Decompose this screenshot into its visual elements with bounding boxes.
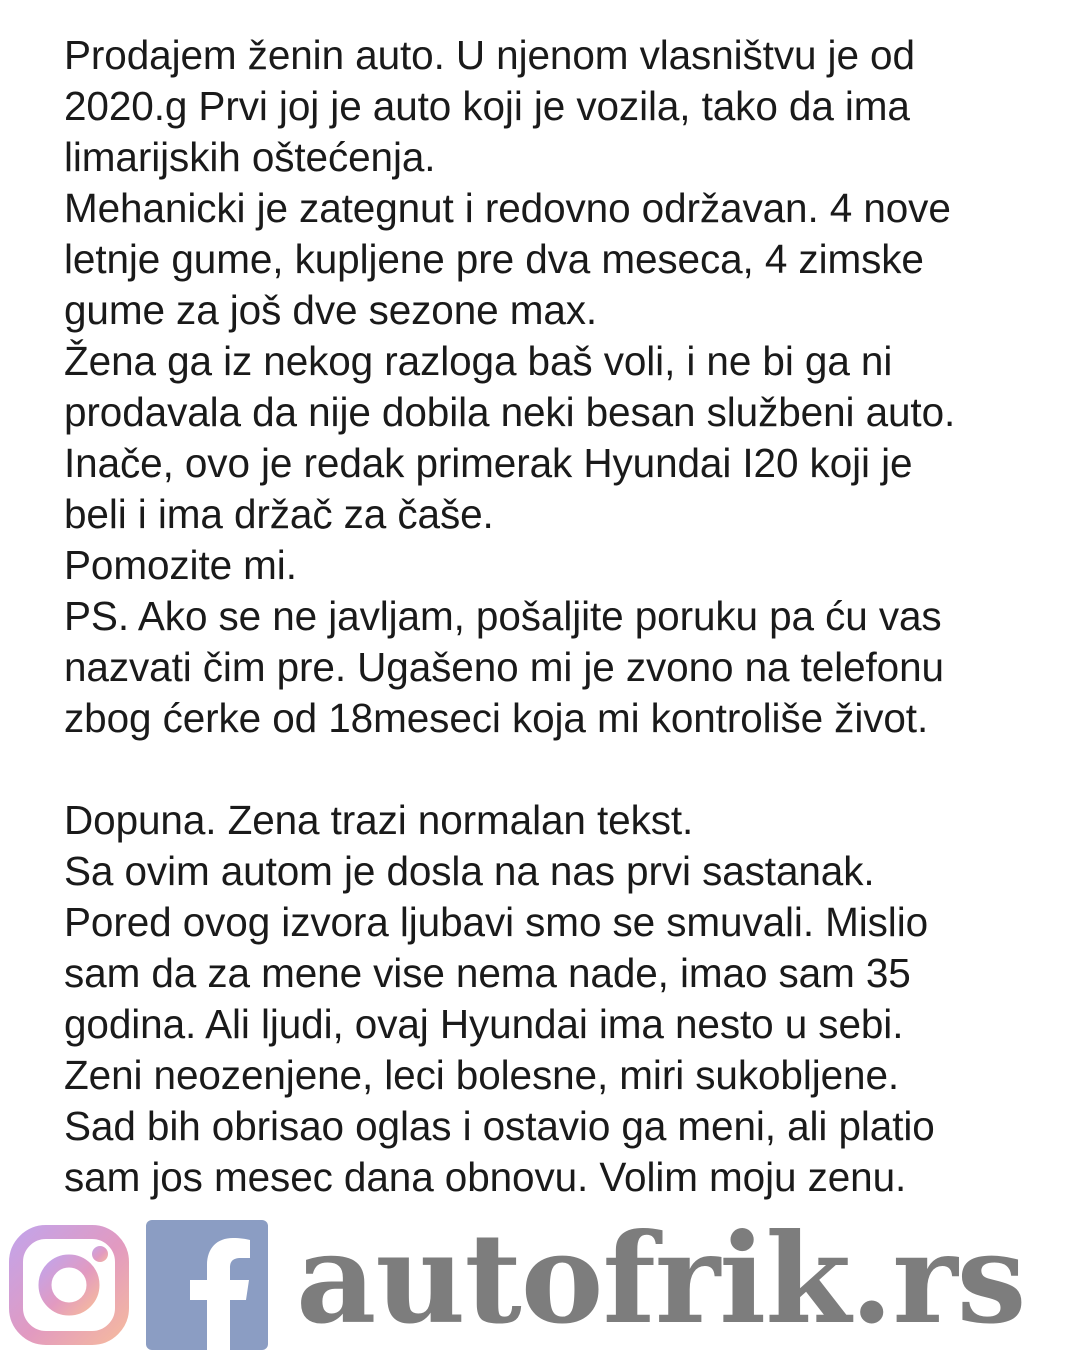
post-line: godina. Ali ljudi, ovaj Hyundai ima nesto u sebi. (64, 1001, 904, 1047)
post-line: Sad bih obrisao oglas i ostavio ga meni, ali platio (64, 1103, 935, 1149)
post-line: Mehanicki je zategnut i redovno održavan. 4 nove (64, 185, 951, 231)
post-line: letnje gume, kupljene pre dva meseca, 4 zimske (64, 236, 924, 282)
post-line: Pored ovog izvora ljubavi smo se smuvali. Mislio (64, 899, 929, 945)
post-line: nazvati čim pre. Ugašeno mi je zvono na telefonu (64, 644, 944, 690)
post-line: Inače, ovo je redak primerak Hyundai I20 koji je (64, 440, 913, 486)
post-line: Žena ga iz nekog razloga baš voli, i ne bi ga ni (64, 338, 893, 384)
post-line: beli i ima držač za čaše. (64, 491, 494, 537)
post-line: Prodajem ženin auto. U njenom vlasništvu je od (64, 32, 915, 78)
post-line: zbog ćerke od 18meseci koja mi kontroliše život. (64, 695, 929, 741)
post-line: Pomozite mi. (64, 542, 297, 588)
post-line: 2020.g Prvi joj je auto koji je vozila, tako da ima (64, 83, 910, 129)
post-line: sam jos mesec dana obnovu. Volim moju zenu. (64, 1154, 907, 1200)
post-line: limarijskih oštećenja. (64, 134, 436, 180)
post-line: gume za još dve sezone max. (64, 287, 598, 333)
instagram-icon (8, 1224, 130, 1346)
post-line: prodavala da nije dobila neki besan službeni auto. (64, 389, 956, 435)
post-text (64, 30, 1054, 1203)
post-line: PS. Ako se ne javljam, pošaljite poruku pa ću vas (64, 593, 942, 639)
post-line: Dopuna. Zena trazi normalan tekst. (64, 797, 694, 843)
facebook-icon (146, 1220, 268, 1350)
post-line: Sa ovim autom je dosla na nas prvi sastanak. (64, 848, 875, 894)
post-line: Zeni neozenjene, leci bolesne, miri sukobljene. (64, 1052, 900, 1098)
watermark (0, 1207, 1080, 1352)
brand-wordmark: autofrik.rs (296, 1207, 1026, 1352)
post-line: sam da za mene vise nema nade, imao sam 35 (64, 950, 911, 996)
paragraph-gap (64, 744, 1054, 795)
